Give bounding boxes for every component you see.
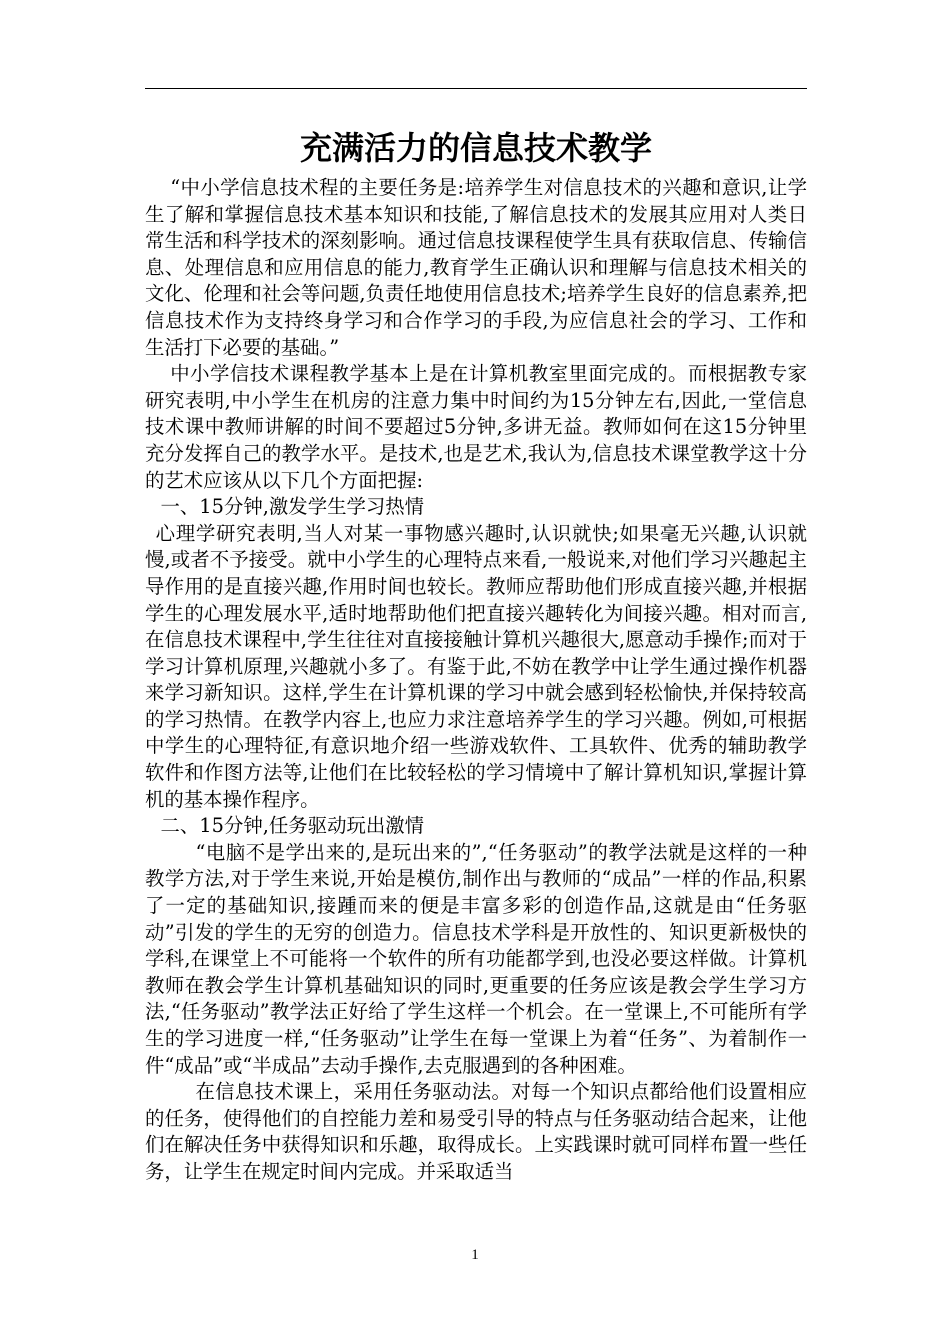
section-heading-1: 一、15分钟,激发学生学习热情 — [160, 495, 425, 519]
page-title: 充满活力的信息技术教学 — [299, 129, 652, 167]
paragraph-task-driven: 在信息技术课上，采用任务驱动法。对每一个知识点都给他们设置相应的任务，使得他们的自控能力差和易受引导的特点与任务驱动结合起来，让他们在解决任务中获得知识和乐趣，取得成长。上实践课时就可同样布置一些任务，让学生在规定时间内完成。并采取适当 — [145, 1080, 807, 1183]
paragraph-section-1: 心理学研究表明,当人对某一事物感兴趣时,认识就快;如果毫无兴趣,认识就慢,或者不予接受。就中小学生的心理特点来看,一般说来,对他们学习兴趣起主导作用的是直接兴趣,作用时间也较长。教师应帮助他们形成直接兴趣,并根据学生的心理发展水平,适时地帮助他们把直接兴趣转化为间接兴趣。相对而言,在信息技术课程中,学生往往对直接接触计算机兴趣很大,愿意动手操作;而对于学习计算机原理,兴趣就小多了。有鉴于此,不妨在教学中让学生通过操作机器来学习新知识。这样,学生在计算机课的学习中就会感到轻松愉快,并保持较高的学习热情。在教学内容上,也应力求注意培养学生的学习兴趣。例如,可根据中学生的心理特征,有意识地介绍一些游戏软件、工具软件、优秀的辅助教学软件和作图方法等,让他们在比较轻松的学习情境中了解计算机知识,掌握计算机的基本操作程序。 — [145, 521, 807, 811]
paragraph-quote: “中小学信息技术程的主要任务是:培养学生对信息技术的兴趣和意识,让学生了解和掌握信息技术基本知识和技能,了解信息技术的发展其应用对人类日常生活和科学技术的深刻影响。通过信息技课程使学生具有获取信息、传输信息、处理信息和应用信息的能力,教育学生正确认识和理解与信息技术相关的文化、伦理和社会等问题,负责任地使用信息技术;培养学生良好的信息素养,把信息技术作为支持终身学习和合作学习的手段,为应信息社会的学习、工作和生活打下必要的基础。” — [145, 176, 807, 359]
section-heading-2: 二、15分钟,任务驱动玩出激情 — [160, 814, 425, 838]
document-body — [145, 175, 807, 1186]
header-rule — [145, 88, 807, 89]
paragraph-section-2: “电脑不是学出来的,是玩出来的”,“任务驱动”的教学法就是这样的一种教学方法,对于学生来说,开始是模仿,制作出与教师的“成品”一样的作品,积累了一定的基础知识,接踵而来的便是丰富多彩的创造作品,这就是由“任务驱动”引发的学生的无穷的创造力。信息技术学科是开放性的、知识更新极快的学科,在课堂上不可能将一个软件的所有功能都学到,也没必要这样做。计算机教师在教会学生计算机基础知识的同时,更重要的任务应该是教会学生学习方法,“任务驱动”教学法正好给了学生这样一个机会。在一堂课上,不可能所有学生的学习进度一样,“任务驱动”让学生在每一堂课上为着“任务”、为着制作一件“成品”或“半成品”去动手操作,去克服遇到的各种困难。 — [145, 840, 807, 1077]
page-number: 1 — [471, 1247, 479, 1263]
paragraph-intro: 中小学信技术课程教学基本上是在计算机教室里面完成的。而根据教专家研究表明,中小学生在机房的注意力集中时间约为15分钟左右,因此,一堂信息技术课中教师讲解的时间不要超过5分钟,多讲无益。教师如何在这15分钟里充分发挥自己的教学水平。是技术,也是艺术,我认为,信息技术课堂教学这十分的艺术应该从以下几个方面把握: — [145, 362, 807, 492]
